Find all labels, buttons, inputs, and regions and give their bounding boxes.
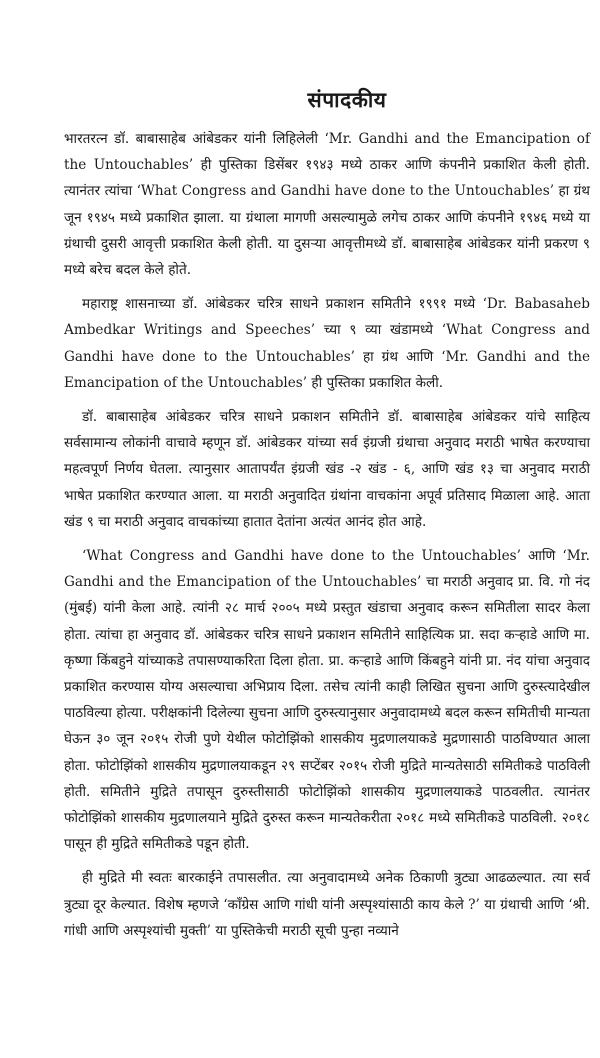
paragraph-2: महाराष्ट्र शासनाच्या डॉ. आंबेडकर चरित्र साधने प्रकाशन समितीने १९९१ मध्ये ‘Dr. Babasaheb Ambedkar Writings and Speeches’ च्या ९ व्या खंडामध्ये ‘What Congress and Gandhi have done to the Untouchables’ हा ग्रंथ आणि ‘Mr. Gandhi and the Emancipation of the Untouchables’ ही पुस्तिका प्रकाशित केली. xyxy=(64,296,590,391)
page-title: संपादकीय xyxy=(307,87,387,112)
paragraph-1: भारतरत्न डॉ. बाबासाहेब आंबेडकर यांनी लिहिलेली ‘Mr. Gandhi and the Emancipation of the Untouchables’ ही पुस्तिका डिसेंबर १९४३ मध्ये ठाकर आणि कंपनीने प्रकाशित केली होती. त्यानंतर त्यांचा ‘What Congress and Gandhi have done to the Untouchables’ हा ग्रंथ जून १९४५ मध्ये प्रकाशित झाला. या ग्रंथाला मागणी असल्यामुळे लगेच ठाकर आणि कंपनीने १९४६ मध्ये या ग्रंथाची दुसरी आवृत्ती प्रकाशित केली होती. या दुसऱ्या आवृत्तीमध्ये डॉ. बाबासाहेब आंबेडकर यांनी प्रकरण ९ मध्ये बरेच बदल केले होते. xyxy=(64,131,590,279)
paragraph-5: ही मुद्रिते मी स्वतः बारकाईने तपासलीत. त्या अनुवादामध्ये अनेक ठिकाणी त्रुट्या आढळल्यात. त्या सर्व त्रुट्या दूर केल्यात. विशेष म्हणजे ‘काँग्रेस आणि गांधी यांनी अस्पृश्यांसाठी काय केले ?’ या ग्रंथाची आणि ‘श्री. गांधी आणि अस्पृश्यांची मुक्ती’ या पुस्तिकेची मराठी सूची पुन्हा नव्याने xyxy=(64,870,590,939)
paragraph-4: ‘What Congress and Gandhi have done to the Untouchables’ आणि ‘Mr. Gandhi and the Emancipation of the Untouchables’ चा मराठी अनुवाद प्रा. वि. गो नंद (मुंबई) यांनी केला आहे. त्यांनी २८ मार्च २००५ मध्ये प्रस्तुत खंडाचा अनुवाद करून समितीला सादर केला होता. त्यांचा हा अनुवाद डॉ. आंबेडकर चरित्र साधने प्रकाशन समितीने साहित्यिक प्रा. सदा कऱ्हाडे आणि मा. कृष्णा किंबहुने यांच्याकडे तपासण्याकरिता दिला होता. प्रा. कऱ्हाडे आणि किंबहुने यांनी प्रा. नंद यांचा अनुवाद प्रकाशित करण्यास योग्य असल्याचा अभिप्राय दिला. तसेच त्यांनी काही लिखित सुचना आणि दुरुस्त्यादेखील पाठविल्या होत्या. परीक्षकांनी दिलेल्या सुचना आणि दुरुस्त्यानुसार अनुवादामध्ये बदल करून समितीची मान्यता घेऊन ३० जून २०१५ रोजी पुणे येथील फोटोझिंको शासकीय मुद्रणालयाकडे मुद्रणासाठी पाठविण्यात आला होता. फोटोझिंको शासकीय मुद्रणालयाकडून २९ सप्टेंबर २०१५ रोजी मुद्रिते मान्यतेसाठी समितीकडे पाठविली होती. समितीने मुद्रिते तपासून दुरुस्तीसाठी फोटोझिंको शासकीय मुद्रणालयाकडे पाठवलीत. त्यानंतर फोटोझिंको शासकीय मुद्रणालयाने मुद्रिते दुरुस्त करून मान्यतेकरीता २०१८ मध्ये समितीकडे पाठविली. २०१८ पासून ही मुद्रिते समितीकडे पडून होती. xyxy=(64,548,590,853)
paragraph-3: डॉ. बाबासाहेब आंबेडकर चरित्र साधने प्रकाशन समितीने डॉ. बाबासाहेब आंबेडकर यांचे साहित्य सर्वसामान्य लोकांनी वाचावे म्हणून डॉ. आंबेडकर यांच्या सर्व इंग्रजी ग्रंथाचा अनुवाद मराठी भाषेत करण्याचा महत्वपूर्ण निर्णय घेतला. त्यानुसार आतापर्यंत इंग्रजी खंड -२ खंड - ६, आणि खंड १३ चा अनुवाद मराठी भाषेत प्रकाशित करण्यात आला. या मराठी अनुवादित ग्रंथांना वाचकांना अपूर्व प्रतिसाद मिळाला आहे. आता खंड ९ चा मराठी अनुवाद वाचकांच्या हातात देतांना अत्यंत आनंद होत आहे. xyxy=(64,409,590,530)
